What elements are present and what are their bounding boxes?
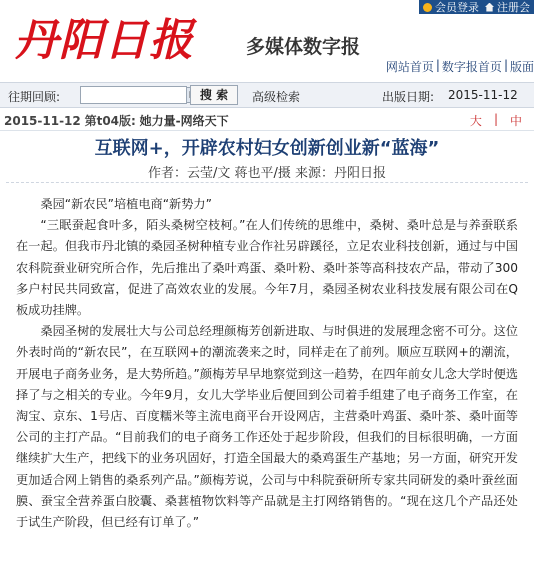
crumb-section[interactable]: 她力量-网络天下 [139, 114, 229, 128]
user-icon [423, 3, 432, 12]
article-paragraph: “三眠蚕起食叶多，陌头桑树空枝柯。”在人们传统的思维中，桑树、桑叶总是与养蚕联系在一起。但我市丹北镇的桑园圣树种植专业合作社另辟蹊径，立足农业科技创新，通过与中国农科院蚕业研究所合作，先后推出了桑叶鸡蛋、桑叶粉、桑叶茶等高科技农产品，带动了300多户村民共同致富，促进了高效农业的发展。今年7月，桑园圣树农业科技发展有限公司在Q板成功挂牌。 [16, 218, 518, 318]
member-login-link[interactable]: 会员登录 [423, 0, 479, 15]
article-subhead: 桑园“新农民”培植电商“新势力” [40, 197, 212, 211]
crumb-page[interactable]: 第t04版: [84, 114, 136, 128]
font-size-divider: | [493, 112, 498, 126]
top-account-bar [419, 0, 534, 14]
prev-issues-label: 往期回顾: [8, 90, 61, 104]
breadcrumb-bar [0, 108, 534, 131]
newspaper-logo[interactable]: 丹阳日报 [14, 15, 194, 66]
breadcrumb [4, 112, 229, 129]
search-toolbar [0, 82, 534, 108]
register-link[interactable]: 注册会 [485, 0, 530, 15]
article-title: 互联网+，开辟农村妇女创新创业新“蓝海” [94, 138, 440, 159]
advanced-search-link[interactable]: 高级检索 [252, 90, 301, 104]
article-byline: 作者：云莹/文 蒋也平/摄 来源：丹阳日报 [147, 166, 387, 181]
font-size-switcher [470, 112, 522, 129]
pub-date-label: 出版日期: [382, 90, 435, 104]
title-divider [6, 182, 528, 183]
font-size-large[interactable]: 大 [469, 114, 482, 128]
site-subtitle: 多媒体数字报 [246, 36, 361, 58]
date-input[interactable] [80, 86, 187, 104]
top-nav [386, 58, 534, 75]
site-header [0, 0, 534, 82]
nav-epaper-home[interactable]: 数字报首页 [441, 60, 502, 74]
pub-date-value: 2015-11-12 [448, 88, 518, 102]
article-body [0, 194, 534, 533]
nav-pages[interactable]: 版面 [509, 60, 534, 74]
nav-divider: | [503, 58, 508, 72]
search-button[interactable]: 搜 索 [190, 85, 238, 105]
crumb-date: 2015-11-12 [4, 114, 81, 128]
nav-site-home[interactable]: 网站首页 [385, 60, 434, 74]
nav-divider: | [435, 58, 440, 72]
font-size-medium[interactable]: 中 [509, 114, 522, 128]
article-paragraph: 桑园圣树的发展壮大与公司总经理颜梅芳创新进取、与时俱进的发展理念密不可分。这位外表时尚的“新农民”，在互联网+的潮流袭来之时，同样走在了前列。顺应互联网+的潮流，开展电子商务业务，是大势所趋。”颜梅芳早早地察觉到这一趋势，在四年前女儿念大学时便选择了与之相关的专业。今年9月，女儿大学毕业后便回到公司着手组建了电子商务工作室，在淘宝、京东、1号店、百度糯米等主流电商平台开设网店，主营桑叶鸡蛋、桑叶茶、桑叶面等公司的主打产品。“目前我们的电子商务工作还处于起步阶段，但我们的目标很明确，一方面继续扩大生产，把线下的业务巩固好，打造全国最大的桑鸡蛋生产基地；另一方面，研究开发更加适合网上销售的桑系列产品。”颜梅芳说，公司与中科院蚕研所专家共同研发的桑叶蚕丝面膜、蚕宝全营养蛋白胶囊、桑葚植物饮料等产品就是主打网络销售的。“现在这几个产品还处于试生产阶段，但已经有订单了。” [16, 324, 518, 530]
home-icon [485, 3, 494, 12]
